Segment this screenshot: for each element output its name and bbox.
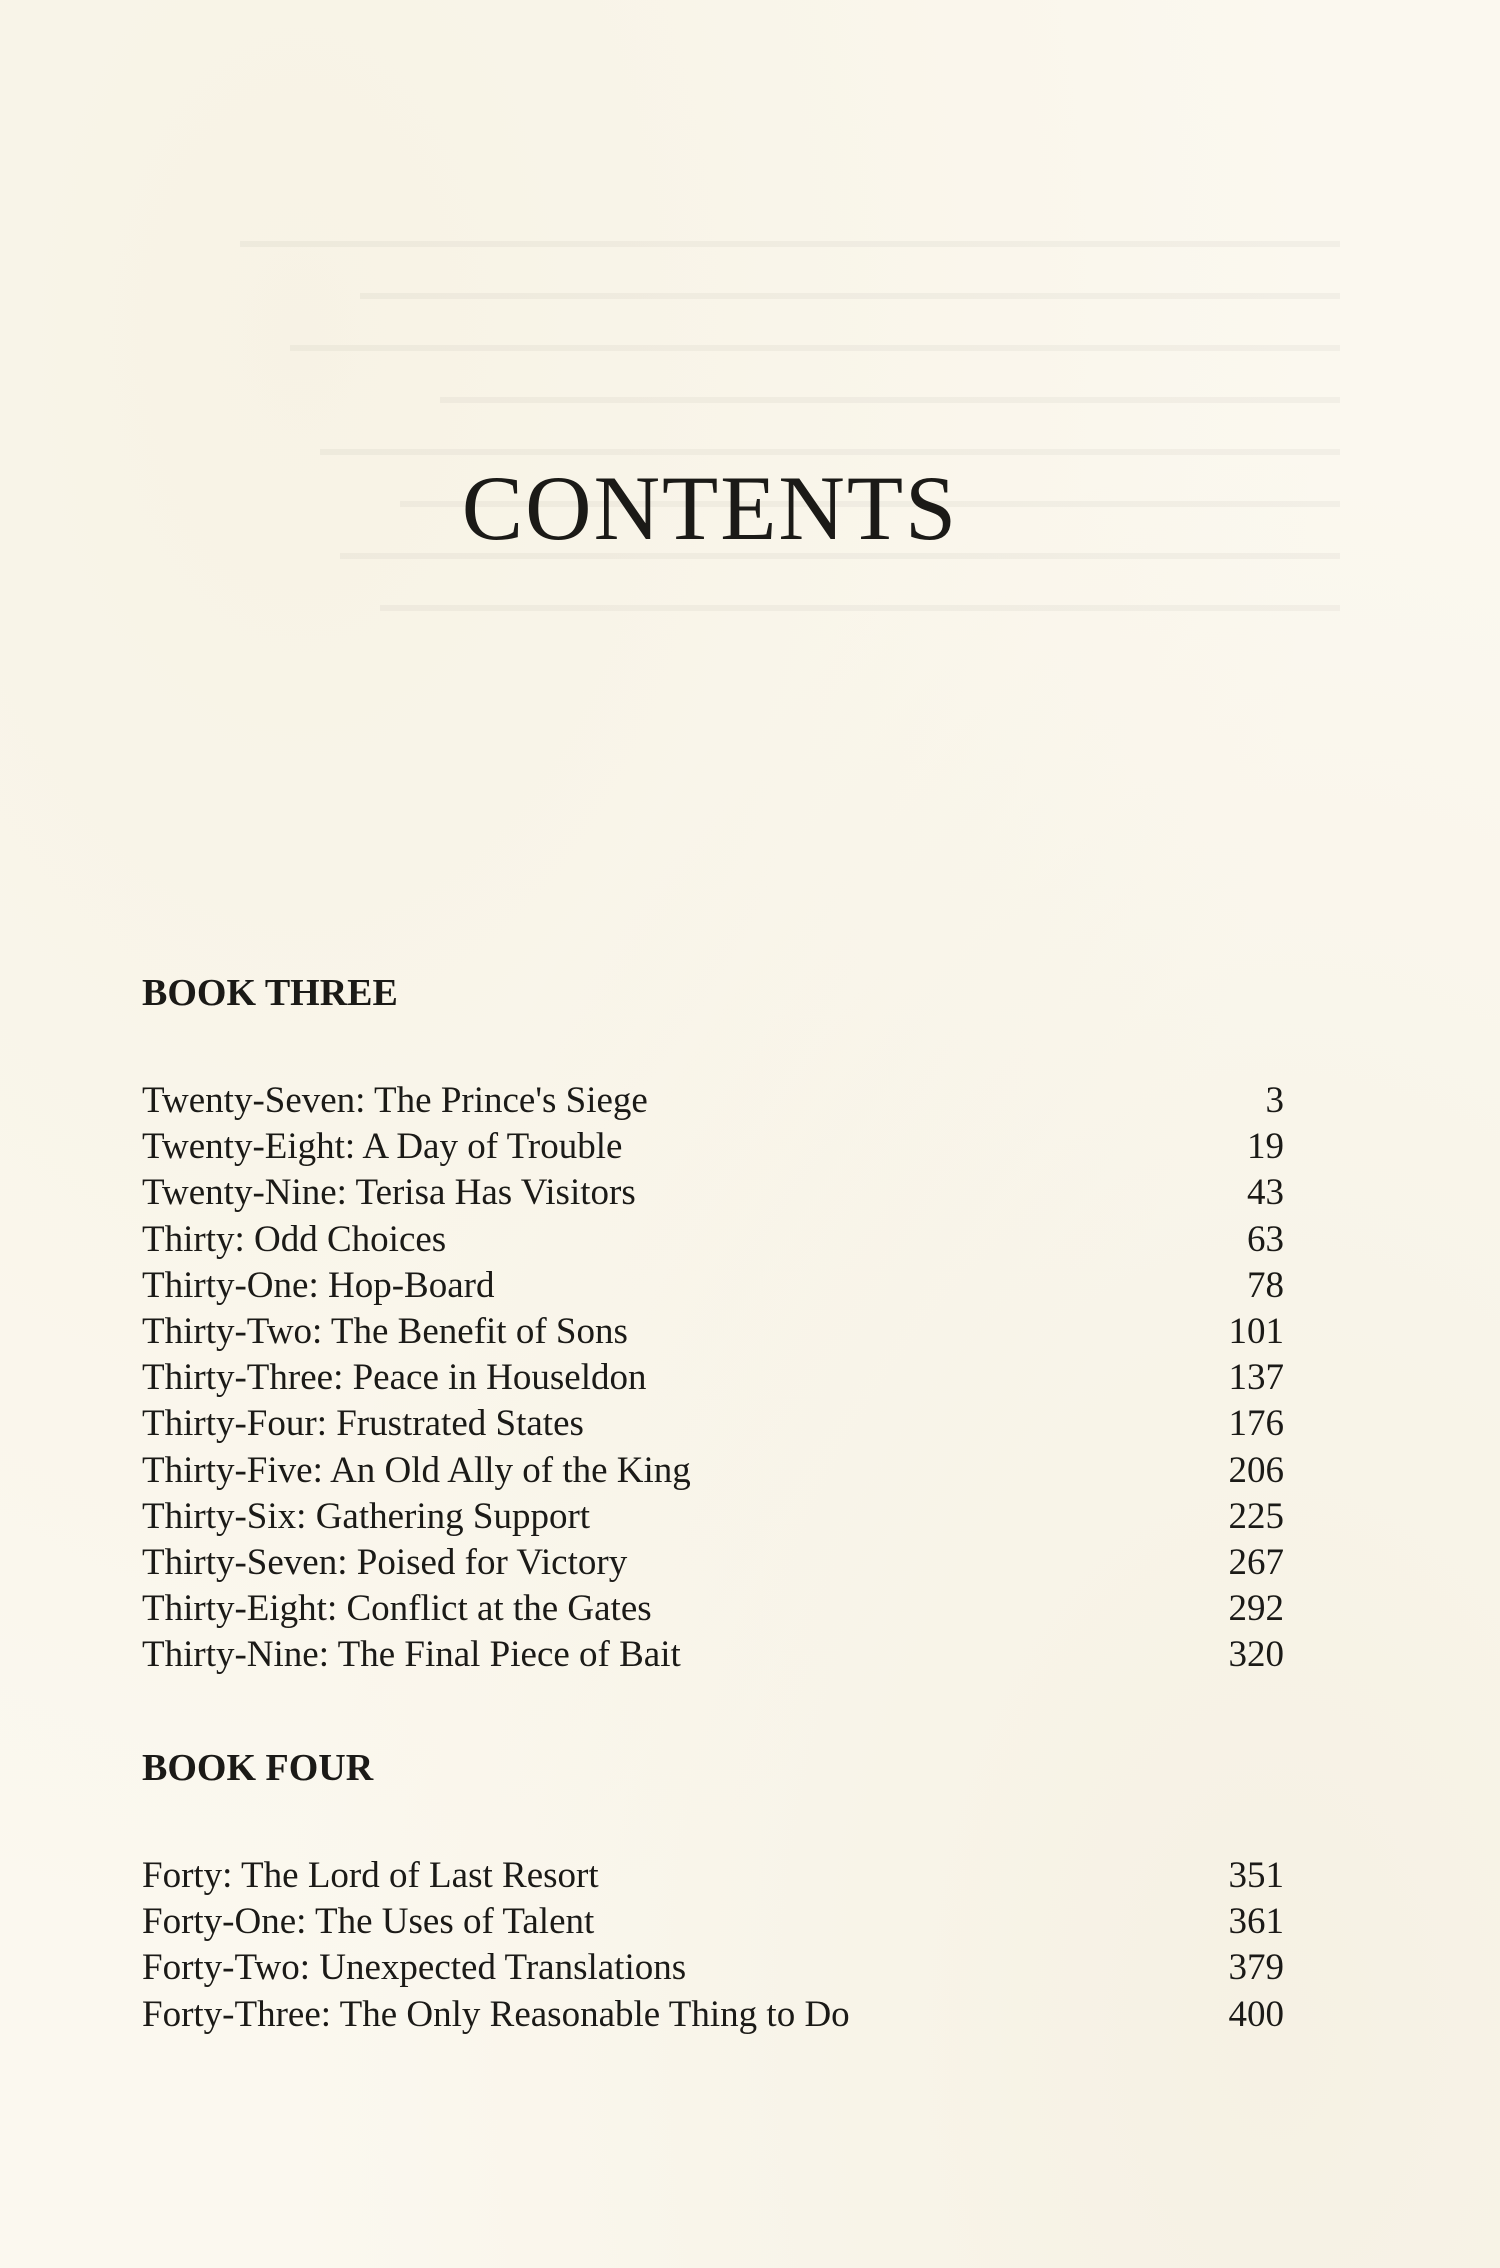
page-number: 63 [1247,1218,1284,1260]
section-heading: BOOK FOUR [142,1747,374,1789]
toc-entry [142,1124,1284,1170]
chapter-title: Forty-Three: The Only Reasonable Thing to Do [142,1993,850,2035]
toc-entry [142,1309,1284,1355]
chapter-list [142,1853,1284,2038]
section-heading: BOOK THREE [142,972,398,1014]
chapter-title: Thirty: Odd Choices [142,1218,447,1260]
page-number: 400 [1228,1993,1284,2035]
chapter-title: Thirty-Seven: Poised for Victory [142,1541,628,1583]
page-number: 19 [1247,1126,1284,1168]
toc-entry [142,1263,1284,1309]
chapter-title: Thirty-Five: An Old Ally of the King [142,1449,691,1491]
toc-entry [142,1494,1284,1540]
chapter-title: Thirty-Nine: The Final Piece of Bait [142,1634,681,1676]
toc-entry [142,1899,1284,1945]
page-number: 361 [1228,1901,1284,1943]
chapter-list [142,1078,1284,1678]
toc-entry [142,1355,1284,1401]
page-number: 78 [1247,1264,1284,1306]
chapter-title: Forty-One: The Uses of Talent [142,1901,595,1943]
chapter-title: Twenty-Nine: Terisa Has Visitors [142,1172,636,1214]
page-number: 101 [1228,1310,1284,1352]
page-number: 379 [1228,1947,1284,1989]
book-four-section [142,1745,1284,2038]
toc-entry [142,1448,1284,1494]
toc-entry [142,1632,1284,1678]
page-number: 3 [1265,1080,1284,1121]
toc-entry [142,1945,1284,1991]
toc-entry [142,1540,1284,1586]
page-number: 206 [1228,1449,1284,1491]
chapter-title: Forty-Two: Unexpected Translations [142,1947,687,1989]
toc-entry [142,1992,1284,2038]
page-number: 137 [1228,1357,1284,1399]
toc-entry [142,1586,1284,1632]
chapter-title: Thirty-Three: Peace in Houseldon [142,1357,647,1399]
page-title: CONTENTS [461,457,959,559]
chapter-title: Twenty-Seven: The Prince's Siege [142,1080,648,1121]
chapter-title: Thirty-Six: Gathering Support [142,1495,591,1537]
toc-entry [142,1078,1284,1124]
chapter-title: Forty: The Lord of Last Resort [142,1855,599,1896]
toc-entry [142,1853,1284,1899]
page-number: 320 [1228,1634,1284,1676]
page-number: 225 [1228,1495,1284,1537]
chapter-title: Thirty-Eight: Conflict at the Gates [142,1588,652,1630]
chapter-title: Thirty-Two: The Benefit of Sons [142,1310,628,1352]
toc-entry [142,1170,1284,1216]
page-number: 176 [1228,1403,1284,1445]
page-number: 43 [1247,1172,1284,1214]
chapter-title: Thirty-Four: Frustrated States [142,1403,584,1445]
book-three-section [142,970,1284,1678]
chapter-title: Thirty-One: Hop-Board [142,1264,495,1306]
page-number: 267 [1228,1541,1284,1583]
toc-entry [142,1217,1284,1263]
page-number: 292 [1228,1588,1284,1630]
page-number: 351 [1228,1855,1284,1896]
toc-entry [142,1401,1284,1447]
chapter-title: Twenty-Eight: A Day of Trouble [142,1126,623,1168]
